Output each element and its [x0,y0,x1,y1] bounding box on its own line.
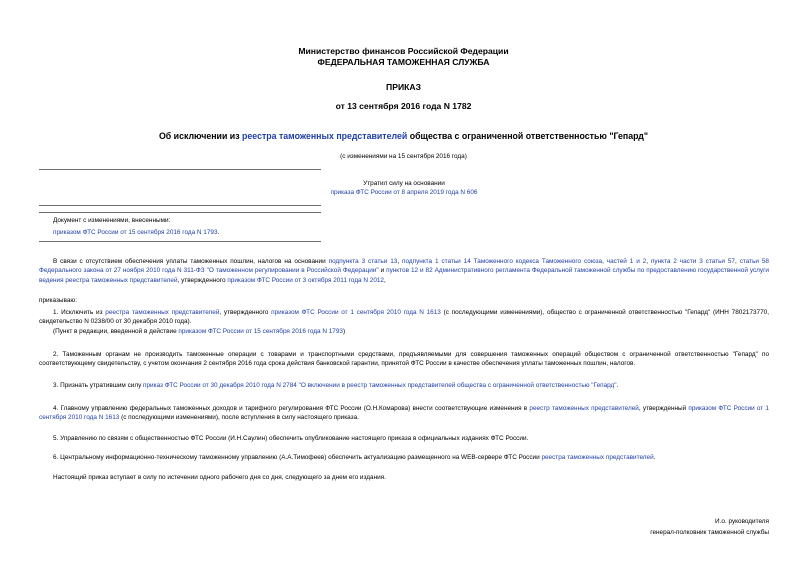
text: , [383,276,386,284]
preamble-paragraph [39,257,769,285]
divider [39,205,321,206]
item-1 [39,308,769,327]
doc-changes-note [53,217,453,238]
text: , [602,258,607,265]
order-1613-link[interactable]: приказом ФТС России от 1 сентября 2010 года N 1613 [271,309,441,316]
prikazyvayu: приказываю: [39,297,77,304]
divider [39,241,321,242]
preamble-link[interactable]: подпункта 3 статьи 13 [328,258,398,265]
divider [39,169,321,170]
order-2784-link[interactable]: приказ ФТС России от 30 декабря 2010 года N 2784 "О включении в реестр таможенных представителей общества с ограниченной ответственностью "Гепард" [143,382,617,389]
text: , утвержденного [177,276,228,284]
text: 3. Признать утратившим силу [53,382,144,389]
changes-note: (с изменениями на 15 сентября 2016 года) [340,153,467,160]
preamble-link[interactable]: подпункта 1 статьи 14 Таможенного кодекса Таможенного союза [402,258,603,265]
text: ) [342,328,346,335]
title-registry-link[interactable]: реестра таможенных представителей [242,131,408,141]
doc-changes-tail: . [217,228,220,236]
text: , [735,258,740,265]
text: , утвержденный [638,405,689,412]
item-4 [39,404,769,423]
preamble-link[interactable]: частей 1 и 2 [606,258,647,265]
document-title [0,131,807,142]
title-text-end: общества с ограниченной ответственностью "Гепард" [407,131,649,141]
text: (с последующими изменениями), после вступления в силу настоящего приказа. [119,414,359,422]
doc-changes-link[interactable]: приказом ФТС России от 15 сентября 2016 года N 1793 [53,228,218,236]
ministry-name: Министерство финансов Российской Федерации [298,46,509,56]
order-1613-link[interactable]: приказом ФТС России от 1 сентября 2010 года N 1613 [39,405,769,422]
item-1-note [39,327,769,336]
item-6 [39,453,769,462]
text: В связи с отсутствием обеспечения уплаты таможенных пошлин, налогов на основании [53,258,329,265]
text: (с последующими изменениями), общество с ограниченной ответственностью "Гепард" (ИНН 7802173770, свидетельство N 0238/00 от 30 декабря 2010 года). [39,309,769,326]
preamble-link[interactable]: приказом ФТС России от 3 октября 2011 года N 2012 [227,276,384,284]
doc-changes-text: Документ с изменениями, внесенными: [53,217,171,224]
text: 6. Центральному информационно-техническому таможенному управлению (А.А.Тимофеев) обеспечить актуализацию размещенного на WEB-сервере ФТС России [53,454,542,461]
order-1793-link[interactable]: приказом ФТС России от 15 сентября 2016 года N 1793 [178,328,343,335]
text: 4. Главному управлению федеральных таможенных доходов и тарифного регулирования ФТС России (О.Н.Комарова) внести соответствующие изменения в [53,405,530,412]
signature-position: И.о. руководителя [715,518,769,525]
divider [39,212,321,213]
item-3 [39,381,769,390]
registry-link[interactable]: реестра таможенных представителей [541,454,654,461]
lost-force-link[interactable]: приказа ФТС России от 8 апреля 2019 года N 606 [330,188,478,196]
preamble-link[interactable]: пункта 2 части 3 статьи 57 [650,258,735,265]
text: , утвержденного [219,309,272,316]
document-type: ПРИКАЗ [386,82,421,92]
text: . [653,454,656,461]
text: (Пункт в редакции, введенной в действие [53,328,179,335]
lost-force-note [39,180,769,198]
document-date-number: от 13 сентября 2016 года N 1782 [335,101,472,111]
text: и [378,267,387,275]
item-2: 2. Таможенным органам не производить таможенные операции с товарами и транспортными средствами, предъявляемыми для совершения таможенных операций обществом с ограниченной ответственностью "Гепард" по соответствующему свидетельству, с учетом окончания 2 сентября 2016 года срока действия банковской гарантии, принятой ФТС России в качестве обеспечения уплаты таможенных пошлин, налогов. [39,351,769,368]
text: , [397,258,403,265]
registry-link[interactable]: реестра таможенных представителей [105,309,220,316]
text: , [646,258,651,265]
final-paragraph: Настоящий приказ вступает в силу по истечении одного рабочего дня со дня, следующего за днем его издания. [53,474,386,481]
preamble-link[interactable]: пунктов 12 и 82 Административного регламента Федеральной таможенной службы по предоставлению государственной услуги ведения реестра таможенных представителей [39,267,769,284]
signature-rank: генерал-полковник таможенной службы [650,529,769,536]
service-name: ФЕДЕРАЛЬНАЯ ТАМОЖЕННАЯ СЛУЖБА [317,57,490,67]
preamble-link[interactable]: статьи 58 Федерального закона от 27 ноября 2010 года N 311-ФЗ "О таможенном регулировании в Российской Федерации" [39,258,769,275]
text: 1. Исключить из [53,309,106,316]
lost-force-text: Утратил силу на основании [363,180,445,187]
title-text-start: Об исключении из [158,131,243,141]
item-5: 5. Управлению по связям с общественностью ФТС России (И.Н.Саулин) обеспечить опубликование настоящего приказа в официальных изданиях ФТС России. [53,435,529,442]
text: . [616,382,619,389]
registry-link[interactable]: реестр таможенных представителей [529,405,639,412]
